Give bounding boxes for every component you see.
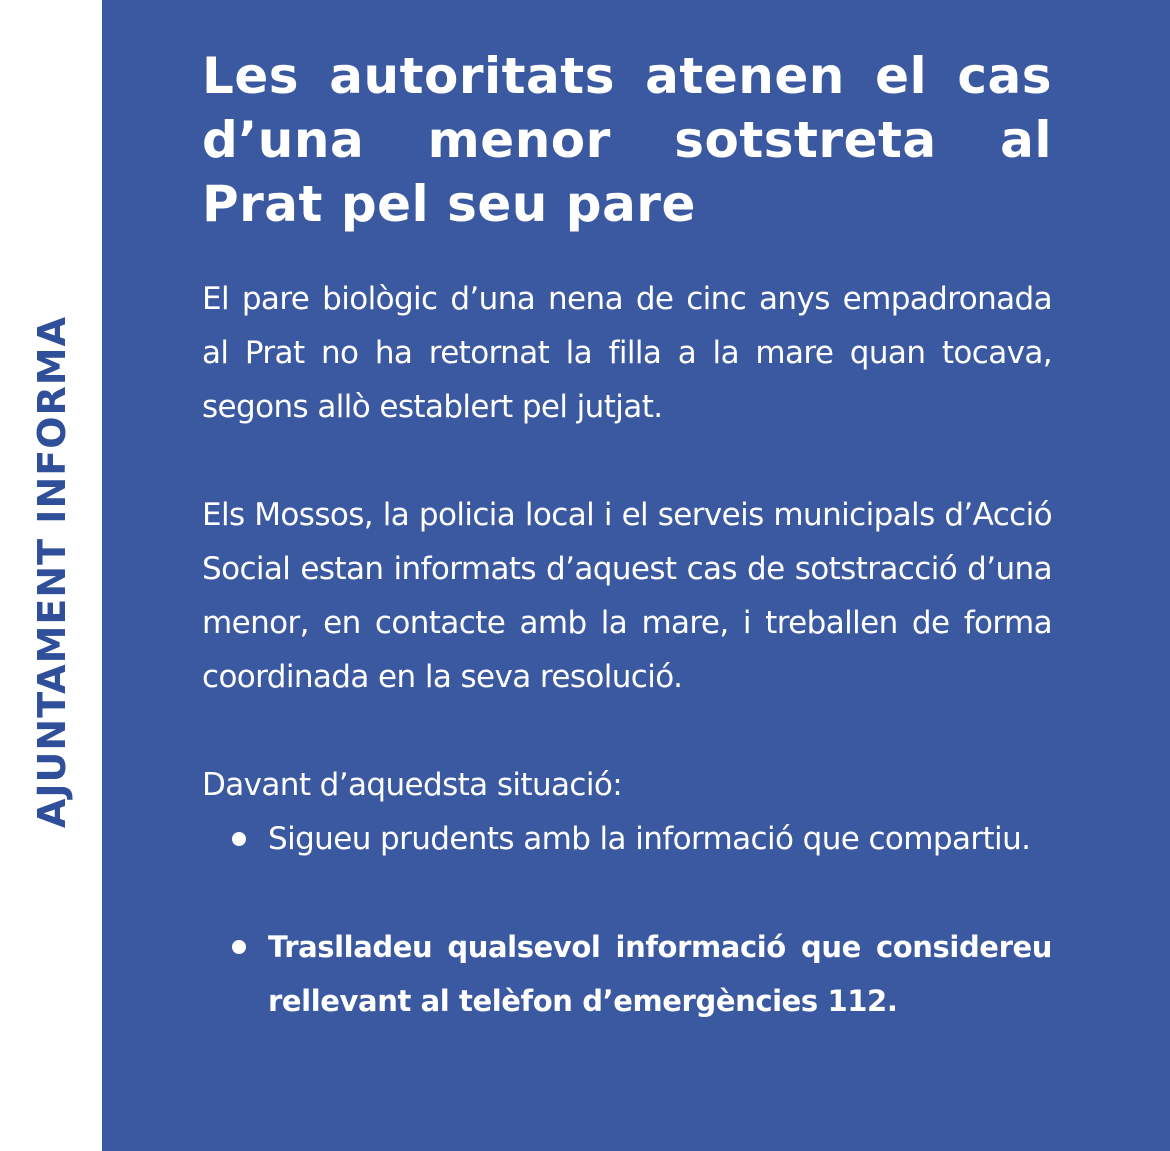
- bullet-dot-icon: [232, 832, 246, 846]
- advice-list: [202, 812, 1052, 1028]
- list-item: [202, 920, 1052, 1028]
- sidebar: [0, 0, 102, 1151]
- list-item: [202, 812, 1052, 866]
- headline: Les autoritats atenen el cas d’una menor sotstreta al Prat pel seu pare: [202, 47, 1052, 233]
- paragraph-2: Els Mossos, la policia local i el serveis municipals d’Acció Social estan informats d’aquest cas de sotstracció d’una menor, en contacte amb la mare, i treballen de forma coordinada en la seva resolució.: [202, 497, 1052, 695]
- list-item-text: Traslladeu qualsevol informació que considereu rellevant al telèfon d’emergències 112.: [268, 930, 1052, 1018]
- paragraph-1: El pare biològic d’una nena de cinc anys empadronada al Prat no ha retornat la filla a la mare quan tocava, segons allò establert pel jutjat.: [202, 281, 1052, 425]
- article: [202, 44, 1052, 1028]
- content-panel: [102, 0, 1170, 1151]
- sidebar-label: AJUNTAMENT INFORMA: [30, 316, 74, 828]
- bullet-dot-icon: [232, 940, 246, 954]
- list-item-text: Sigueu prudents amb la informació que compartiu.: [268, 821, 1031, 857]
- intro-text: Davant d’aquedsta situació:: [202, 767, 623, 803]
